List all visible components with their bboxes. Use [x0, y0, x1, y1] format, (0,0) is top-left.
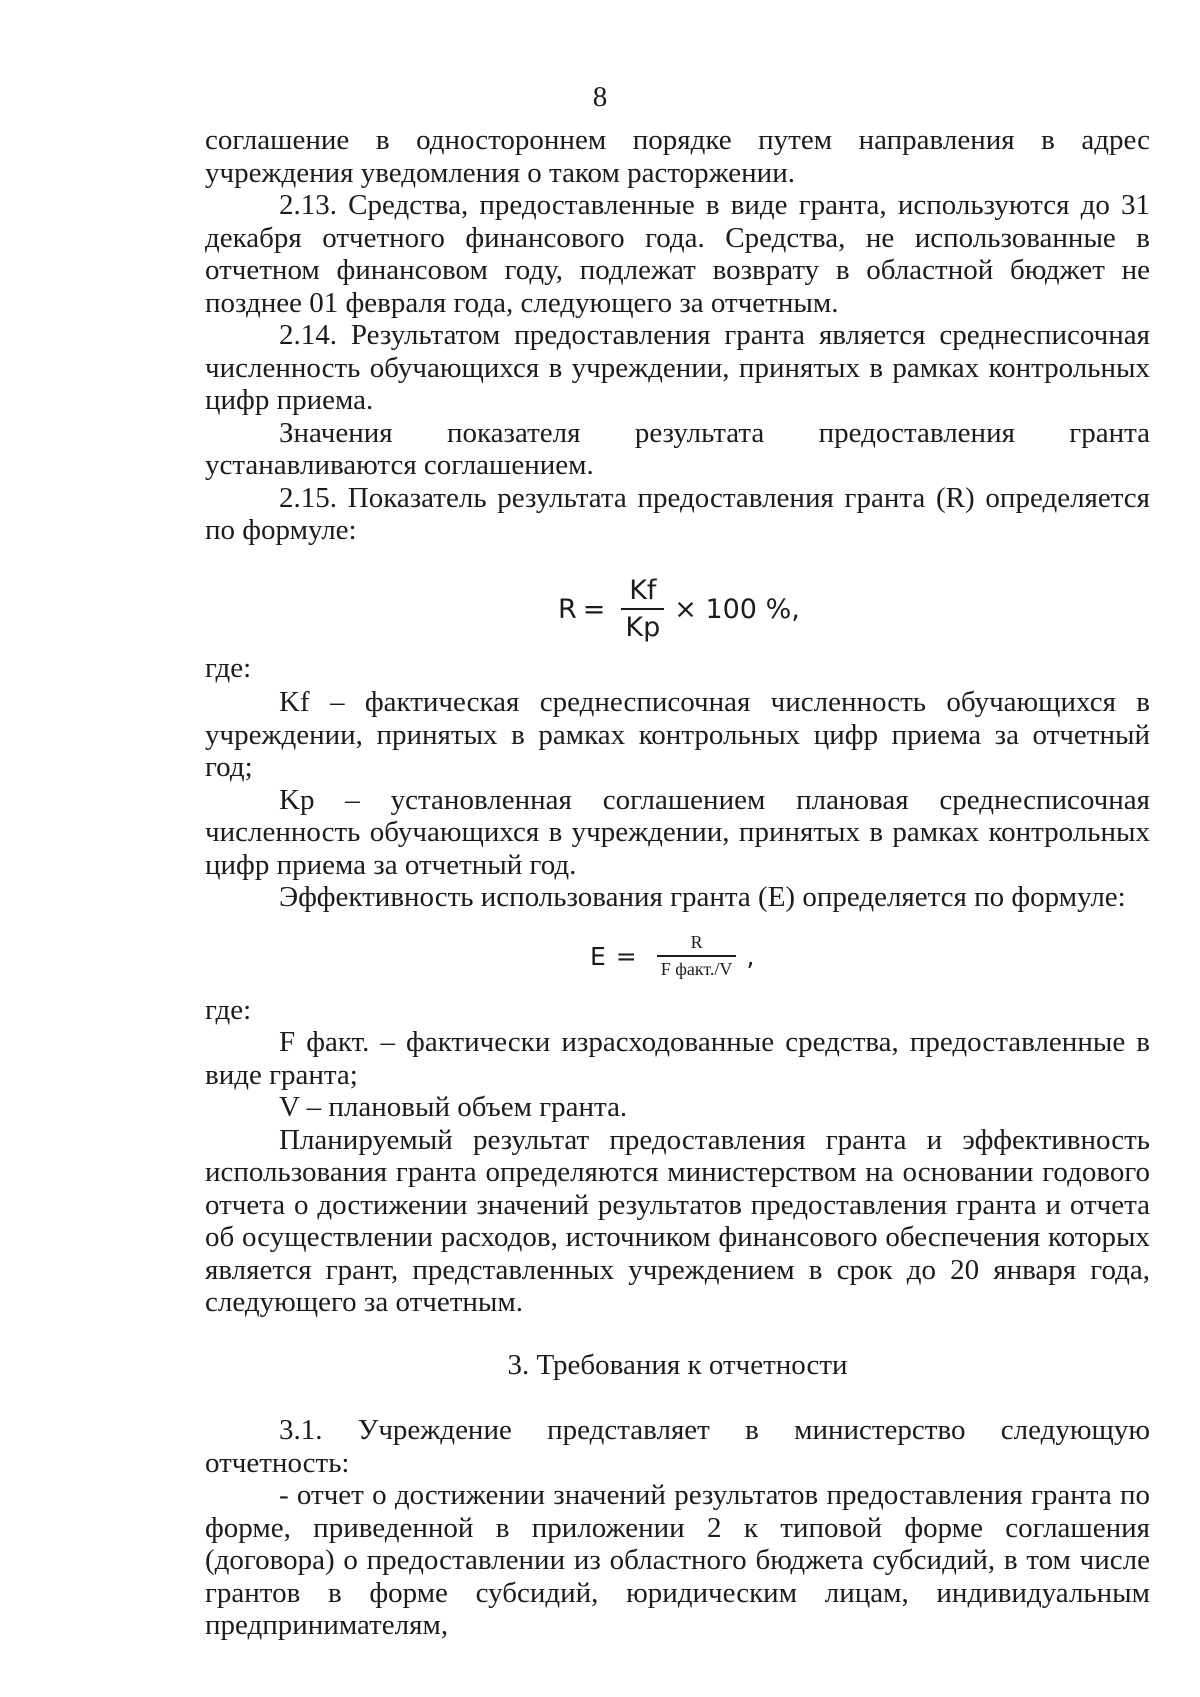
paragraph-2-14: 2.14. Результатом предоставления гранта является среднесписочная численность обучающихся в учреждении, принятых в рамках контрольных цифр приема. — [205, 319, 1150, 416]
where-label-2: где: — [205, 994, 252, 1026]
paragraph-indicator-values-line2: устанавливаются соглашением. — [205, 449, 594, 481]
formula-e — [590, 932, 754, 980]
definition-kf: Kf – фактическая среднесписочная численность обучающихся в учреждении, принятых в рамках контрольных цифр приема за отчетный год; — [205, 686, 1150, 783]
formula-r-equals: = — [582, 593, 606, 625]
where-label-1: где: — [205, 652, 252, 684]
definition-v: V – плановый объем гранта. — [279, 1091, 628, 1123]
formula-r-multiplier: × 100 %, — [674, 593, 800, 625]
formula-r-lhs: R — [558, 593, 577, 625]
section-3-heading: 3. Требования к отчетности — [507, 1349, 848, 1381]
formula-r — [558, 575, 800, 643]
page-number: 8 — [592, 81, 608, 113]
text-block-2 — [205, 686, 1150, 914]
formula-e-fraction — [657, 932, 737, 980]
paragraph-2-13: 2.13. Средства, предоставленные в виде гранта, используются до 31 декабря отчетного финансового года. Средства, не использованные в отчетном финансовом году, подлежат возврату в областной бюджет не позднее 01 февраля года, следующего за отчетным. — [205, 189, 1150, 319]
paragraph-planned-result: Планируемый результат предоставления гранта и эффективность использования гранта определяются министерством на основании годового отчета о достижении значений результатов предоставления гранта и отчета об осуществлении расходов, источником финансового обеспечения которых является грант, представленных учреждением в срок до 20 января года, следующего за отчетным. — [205, 1123, 1150, 1318]
text-block-3 — [205, 1026, 1150, 1319]
paragraph-indicator-values-line1: Значения показателя результата предоставления гранта — [279, 416, 1150, 449]
formula-e-lhs: E — [590, 941, 606, 971]
formula-e-equals: = — [615, 941, 637, 971]
paragraph-2-15: 2.15. Показатель результата предоставления гранта (R) определяется по формуле: — [205, 481, 1150, 546]
paragraph-efficiency: Эффективность использования гранта (E) определяется по формуле: — [279, 881, 1126, 913]
formula-r-numerator: Kf — [629, 575, 657, 606]
paragraph-3-1: 3.1. Учреждение представляет в министерство следующую отчетность: — [205, 1414, 1150, 1479]
formula-e-comma: , — [746, 941, 755, 971]
formula-r-fraction — [621, 575, 664, 643]
formula-e-numerator: R — [690, 932, 703, 952]
formula-r-denominator: Kp — [625, 612, 661, 643]
definition-f-fact: F факт. – фактически израсходованные средства, предоставленные в виде гранта; — [205, 1026, 1150, 1091]
formula-e-denominator: F факт./V — [660, 959, 733, 979]
text-block-4 — [205, 1414, 1150, 1642]
text-block-1 — [205, 124, 1150, 547]
definition-kp: Kp – установленная соглашением плановая среднесписочная численность обучающихся в учреждении, принятых в рамках контрольных цифр приема за отчетный год. — [205, 783, 1150, 881]
paragraph-report-item: - отчет о достижении значений результатов предоставления гранта по форме, приведенной в приложении 2 к типовой форме соглашения (договора) о предоставлении из областного бюджета субсидий, в том числе грантов в форме субсидий, юридическим лицам, индивидуальным предпринимателям, — [205, 1479, 1150, 1641]
paragraph: соглашение в одностороннем порядке путем направления в адрес учреждения уведомления о таком расторжении. — [205, 124, 1150, 189]
